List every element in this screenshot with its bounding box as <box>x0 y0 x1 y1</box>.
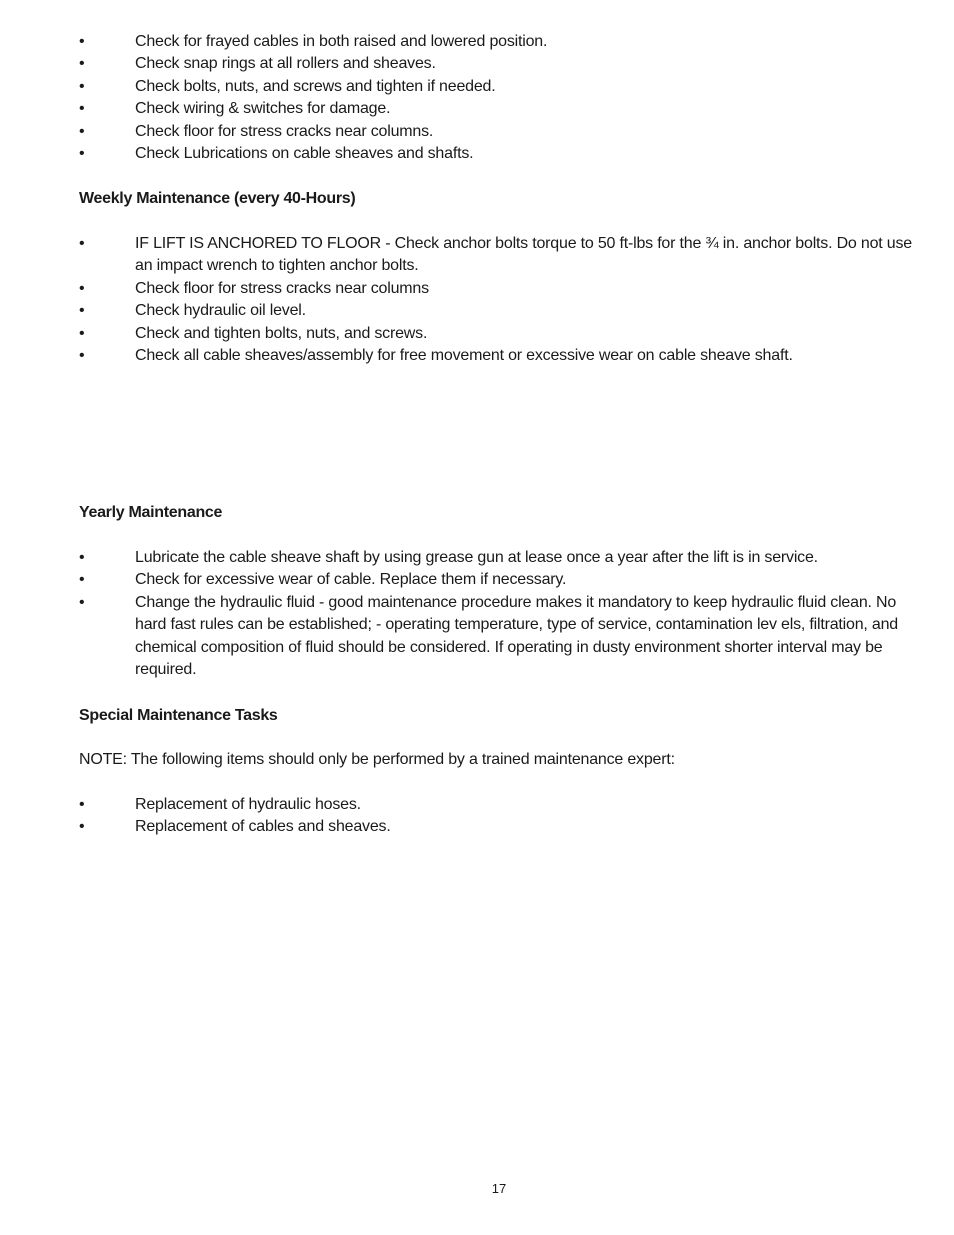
bullet-icon: • <box>79 302 85 320</box>
list-item-text: Check all cable sheaves/assembly for free movement or excessive wear on cable sheave shaft. <box>135 347 793 365</box>
bullet-icon: • <box>79 122 85 140</box>
bullet-icon: • <box>79 279 85 297</box>
list-item <box>79 143 924 165</box>
weekly-checklist <box>79 233 924 367</box>
bullet-icon: • <box>79 347 85 365</box>
bullet-icon: • <box>79 235 85 252</box>
special-heading: Special Maintenance Tasks <box>79 707 278 724</box>
list-item-text: Check snap rings at all rollers and sheaves. <box>135 55 436 73</box>
bullet-icon: • <box>79 796 85 813</box>
page-number: 17 <box>491 1181 507 1196</box>
bullet-icon: • <box>79 818 85 836</box>
list-item <box>79 278 924 300</box>
special-note: NOTE: The following items should only be performed by a trained maintenance expert: <box>79 751 675 768</box>
list-item-text: Replacement of cables and sheaves. <box>135 818 391 836</box>
bullet-icon: • <box>79 593 85 611</box>
list-item-text: Check bolts, nuts, and screws and tighten if needed. <box>135 77 496 95</box>
list-item <box>79 592 924 682</box>
list-item <box>79 31 924 53</box>
list-item <box>79 233 924 278</box>
list-item-text: Check wiring & switches for damage. <box>135 100 391 118</box>
list-item <box>79 53 924 75</box>
list-item <box>79 76 924 98</box>
list-item-text: Check floor for stress cracks near columns <box>135 279 429 297</box>
list-item-text: Check and tighten bolts, nuts, and screws. <box>135 324 428 342</box>
list-item-text: Check for excessive wear of cable. Replace them if necessary. <box>135 571 567 589</box>
list-item-text: Check Lubrications on cable sheaves and shafts. <box>135 145 474 163</box>
list-item-text: Change the hydraulic fluid - good maintenance procedure makes it mandatory to keep hydraulic fluid clean. No hard fast rules can be established; - operating temperature, type of service, contamination lev els, filtration, and chemical composition of fluid should be considered. If operating in dusty environment shorter interval may be required. <box>135 593 899 679</box>
list-item-text: Check floor for stress cracks near columns. <box>135 122 434 140</box>
yearly-checklist <box>79 547 924 681</box>
yearly-heading: Yearly Maintenance <box>79 504 223 521</box>
bullet-icon: • <box>79 145 85 163</box>
list-item-text: Check hydraulic oil level. <box>135 302 306 320</box>
bullet-icon: • <box>79 549 85 566</box>
list-item-text: Replacement of hydraulic hoses. <box>135 796 361 813</box>
list-item <box>79 547 924 569</box>
list-item <box>79 121 924 143</box>
list-item-text: IF LIFT IS ANCHORED TO FLOOR - Check anchor bolts torque to 50 ft-lbs for the ¾ in. anchor bolts. Do not use an impact wrench to tighten anchor bolts. <box>135 235 912 275</box>
bullet-icon: • <box>79 324 85 342</box>
weekly-heading: Weekly Maintenance (every 40-Hours) <box>79 190 356 207</box>
special-checklist <box>79 794 924 839</box>
bullet-icon: • <box>79 33 85 50</box>
list-item <box>79 323 924 345</box>
list-item-text: Check for frayed cables in both raised and lowered position. <box>135 33 548 50</box>
list-item-text: Lubricate the cable sheave shaft by using grease gun at lease once a year after the lift is in service. <box>135 549 818 566</box>
list-item <box>79 569 924 591</box>
bullet-icon: • <box>79 55 85 73</box>
bullet-icon: • <box>79 571 85 589</box>
list-item <box>79 794 924 816</box>
bullet-icon: • <box>79 100 85 118</box>
list-item <box>79 345 924 367</box>
bullet-icon: • <box>79 77 85 95</box>
top-checklist <box>79 31 924 165</box>
list-item <box>79 816 924 838</box>
list-item <box>79 300 924 322</box>
list-item <box>79 98 924 120</box>
